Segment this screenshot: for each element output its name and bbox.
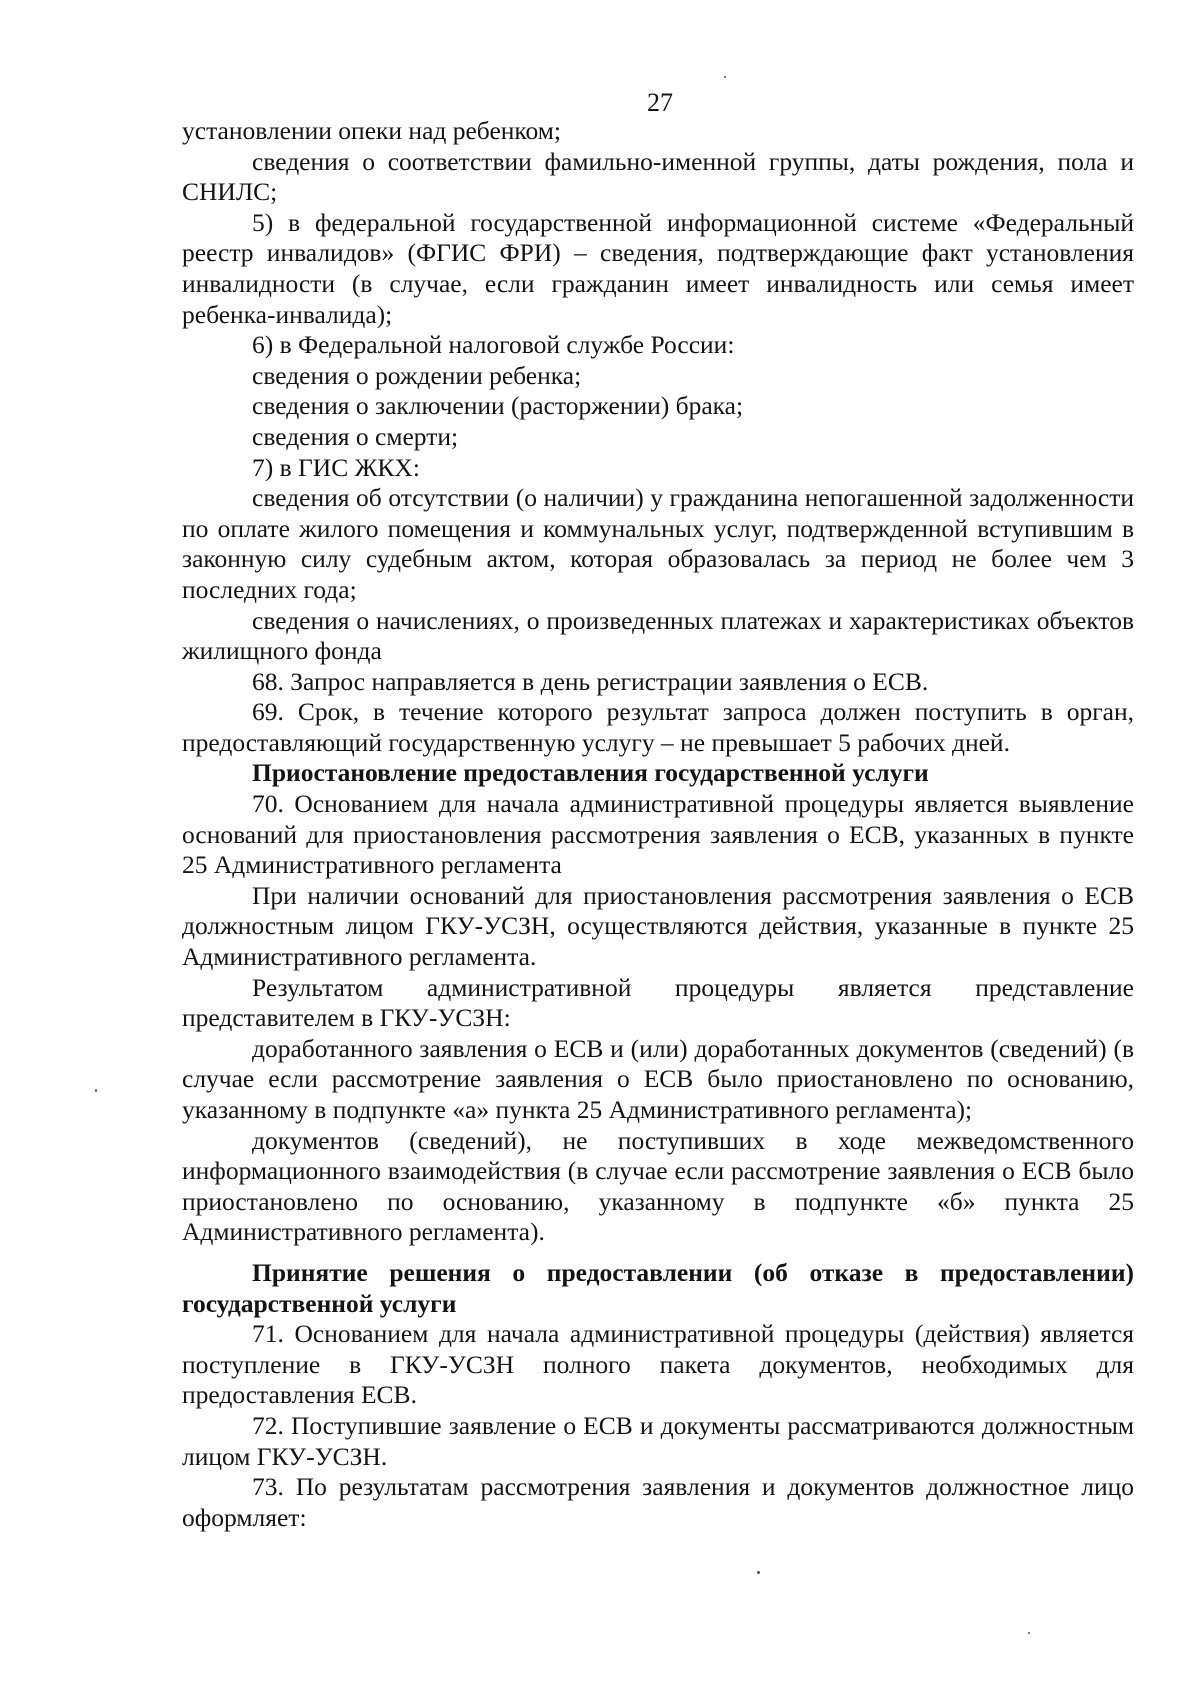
paragraph-revised-application: доработанного заявления о ЕСВ и (или) доработанных документов (сведений) (в случае если рассмотрение заявления о ЕСВ было приостановлено по основанию, указанному в подпункте «а» пункта 25 Административного регламента); — [182, 1033, 1134, 1124]
paragraph-death-info: сведения о смерти; — [252, 421, 459, 451]
paragraph-71: 71. Основанием для начала административной процедуры (действия) является поступление в ГКУ-УСЗН полного пакета документов, необходимых для предоставления ЕСВ. — [182, 1319, 1134, 1410]
paragraph-suspension-actions: При наличии оснований для приостановления рассмотрения заявления о ЕСВ должностным лицом ГКУ-УСЗН, осуществляются действия, указанные в пункте 25 Административного регламента. — [182, 880, 1134, 972]
paragraph-procedure-result: Результатом административной процедуры является представление представителем в ГКУ-УСЗН: — [182, 972, 1134, 1033]
scan-speck — [724, 76, 726, 78]
paragraph-birth-info: сведения о рождении ребенка; — [252, 360, 582, 390]
section-heading-suspension: Приостановление предоставления государственной услуги — [252, 758, 929, 788]
paragraph-charges-info: сведения о начислениях, о произведенных платежах и характеристиках объектов жилищного фонда — [182, 605, 1134, 666]
paragraph-72: 72. Поступившие заявление о ЕСВ и документы рассматриваются должностным лицом ГКУ-УСЗН. — [182, 1410, 1134, 1471]
paragraph-item-6-fns: 6) в Федеральной налоговой службе России: — [252, 330, 735, 360]
paragraph-missing-documents: документов (сведений), не поступивших в ходе межведомственного информационного взаимодействия (в случае если рассмотрение заявления о ЕСВ было приостановлено по основанию, указанному в подпункте «б» пункта 25 Административного регламента). — [182, 1125, 1134, 1247]
paragraph-continuation: установлении опеки над ребенком; — [182, 116, 561, 145]
scan-speck — [95, 1089, 97, 1092]
paragraph-debt-info: сведения об отсутствии (о наличии) у гражданина непогашенной задолженности по оплате жилого помещения и коммунальных услуг, подтвержденной вступившим в законную силу судебным актом, которая образовалась за период не более чем 3 последних года; — [182, 483, 1134, 604]
page-number: 27 — [647, 88, 673, 117]
paragraph-69: 69. Срок, в течение которого результат запроса должен поступить в орган, предоставляющий государственную услугу – не превышает 5 рабочих дней. — [182, 697, 1134, 757]
paragraph-item-7-gis-zhkh: 7) в ГИС ЖКХ: — [252, 452, 420, 482]
paragraph-68: 68. Запрос направляется в день регистрации заявления о ЕСВ. — [252, 666, 929, 696]
section-heading-decision: Принятие решения о предоставлении (об отказе в предоставлении) государственной услуги — [182, 1257, 1134, 1318]
scan-speck — [757, 1571, 760, 1574]
paragraph-item-5-fgis-fri: 5) в федеральной государственной информационной системе «Федеральный реестр инвалидов» (ФГИС ФРИ) – сведения, подтверждающие факт установления инвалидности (в случае, если гражданин имеет инвалидность или семья имеет ребенка-инвалида); — [182, 207, 1134, 329]
paragraph-marriage-info: сведения о заключении (расторжении) брака; — [252, 391, 744, 421]
paragraph-70: 70. Основанием для начала административной процедуры является выявление оснований для приостановления рассмотрения заявления о ЕСВ, указанных в пункте 25 Административного регламента — [182, 789, 1134, 880]
scan-speck — [1028, 1632, 1030, 1634]
paragraph-snils-info: сведения о соответствии фамильно-именной группы, даты рождения, пола и СНИЛС; — [182, 146, 1134, 207]
document-body — [182, 116, 1134, 1533]
paragraph-73: 73. По результатам рассмотрения заявления и документов должностное лицо оформляет: — [182, 1472, 1134, 1532]
